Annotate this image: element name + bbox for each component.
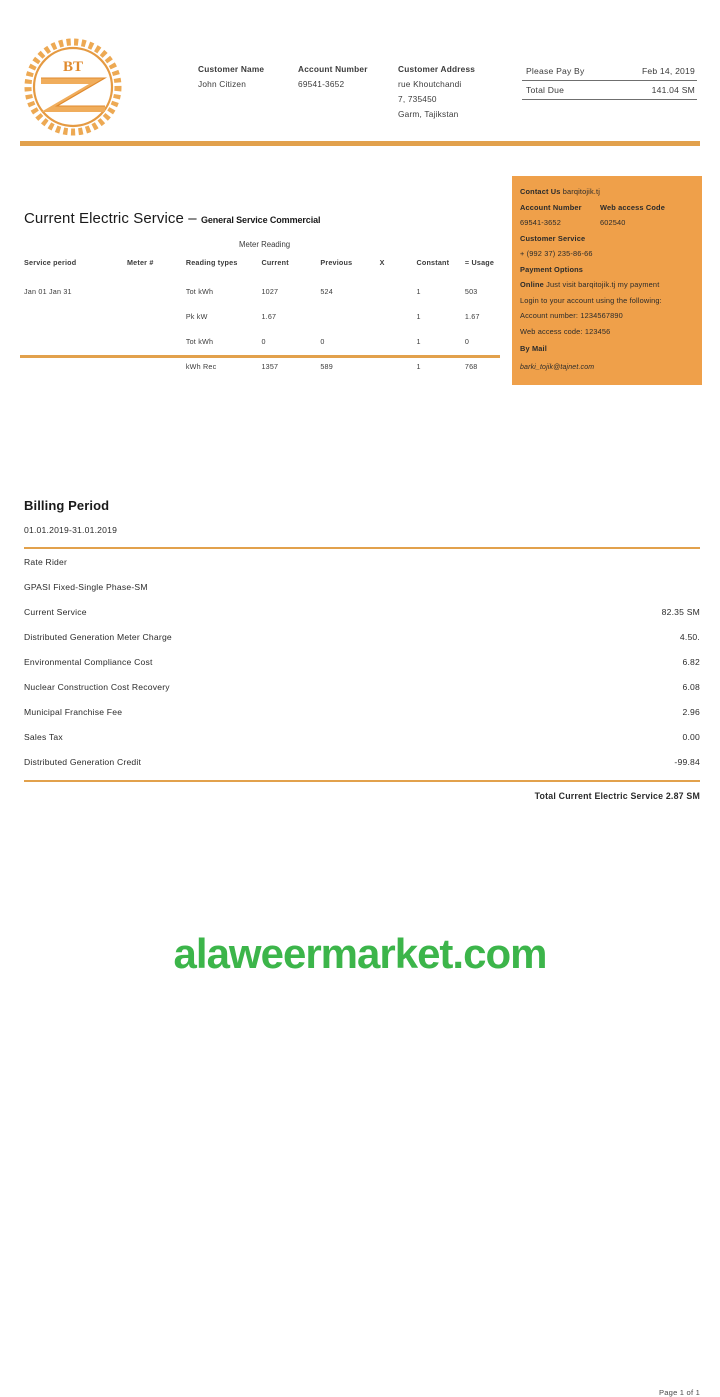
contact-us-line [520, 184, 694, 200]
charge-amount: -99.84 [674, 757, 700, 767]
online-payment-line [520, 277, 694, 293]
col-meter-number: Meter # [127, 258, 154, 267]
charge-name: Environmental Compliance Cost [24, 657, 153, 667]
payment-summary-box [522, 62, 697, 100]
customer-address-col [398, 62, 518, 122]
charge-name: Sales Tax [24, 732, 63, 742]
table-header-row [24, 258, 504, 279]
table-row [24, 279, 504, 304]
account-number-col [298, 62, 398, 122]
charge-name: Current Service [24, 607, 87, 617]
billing-period-dates: 01.01.2019-31.01.2019 [24, 525, 118, 535]
cell-previous [320, 304, 379, 329]
rate-rider-row [24, 549, 700, 574]
meter-table-divider [20, 355, 500, 358]
charge-amount: 2.96 [682, 707, 700, 717]
cell-current: 0 [261, 337, 266, 346]
total-due-value: 141.04 SM [651, 85, 695, 95]
charge-row [24, 724, 700, 749]
account-code-header-row [520, 200, 694, 216]
cell-meter [127, 304, 186, 329]
rate-plan-row [24, 574, 700, 599]
cell-usage: 1.67 [464, 312, 480, 321]
table-row [24, 329, 504, 354]
company-logo [24, 38, 122, 136]
cell-reading-type: kWh Rec [185, 362, 217, 371]
contact-website[interactable]: barqitojik.tj [562, 187, 601, 196]
online-web-access-code: Web access code: 123456 [520, 326, 611, 336]
meter-reading-group-label: Meter Reading [239, 240, 291, 249]
account-number-label: Account Number [298, 64, 368, 74]
online-label: Online [520, 280, 544, 289]
col-usage: = Usage [464, 258, 495, 267]
rate-plan-label: GPASI Fixed-Single Phase-SM [24, 582, 148, 592]
customer-address-label: Customer Address [398, 64, 476, 74]
account-number-value: 69541-3652 [298, 79, 345, 89]
cell-current: 1027 [261, 287, 279, 296]
contact-us-label: Contact Us [520, 187, 561, 196]
address-line-1: rue Khoutchandi [398, 79, 462, 89]
charge-row [24, 599, 700, 624]
charge-name: Distributed Generation Meter Charge [24, 632, 172, 642]
table-row [24, 304, 504, 329]
contact-account-number-value: 69541-3652 [520, 218, 561, 227]
pay-by-value: Feb 14, 2019 [641, 66, 695, 76]
charge-amount: 0.00 [682, 732, 700, 742]
watermark: alaweermarket.com [173, 930, 547, 977]
cell-usage: 768 [464, 362, 478, 371]
customer-service-phone[interactable]: + (992 37) 235-86-66 [520, 249, 593, 258]
meter-readings-table [24, 258, 504, 379]
charge-row [24, 649, 700, 674]
cell-meter [127, 329, 186, 354]
customer-name-label: Customer Name [198, 64, 265, 74]
section-title [24, 210, 504, 227]
bill-header [0, 30, 720, 145]
contact-web-access-code-value: 602540 [600, 218, 626, 227]
address-line-2: 7, 735450 [398, 94, 437, 104]
cell-constant: 1 [416, 362, 421, 371]
cell-current: 1357 [261, 362, 279, 371]
charge-amount: 6.08 [682, 682, 700, 692]
customer-name-value: John Citizen [198, 79, 247, 89]
col-x: X [379, 258, 385, 267]
charge-name: Nuclear Construction Cost Recovery [24, 682, 170, 692]
pay-by-row [522, 62, 697, 81]
total-current-electric-service: Total Current Electric Service 2.87 SM [534, 791, 700, 801]
charge-row [24, 699, 700, 724]
payment-options-label: Payment Options [520, 264, 584, 274]
total-due-label: Total Due [526, 85, 565, 95]
cell-x [380, 279, 417, 304]
charge-row [24, 749, 700, 774]
contact-web-access-code-label: Web access Code [600, 202, 665, 212]
col-service-period: Service period [24, 258, 77, 267]
cell-constant: 1 [416, 337, 421, 346]
login-instructions: Login to your account using the following: [520, 295, 662, 305]
billing-period-title: Billing Period [24, 498, 110, 513]
charge-row [24, 624, 700, 649]
cell-service-period: Jan 01 Jan 31 [24, 287, 72, 296]
customer-name-col [198, 62, 298, 122]
account-code-value-row [520, 215, 694, 231]
cell-previous: 589 [320, 362, 333, 371]
section-title-main: Current Electric Service – [24, 210, 197, 227]
cell-service-period [24, 304, 127, 329]
col-previous: Previous [320, 258, 353, 267]
contact-account-number-label: Account Number [520, 202, 582, 212]
cell-reading-type: Tot kWh [185, 287, 214, 296]
header-divider [20, 141, 700, 146]
col-reading-types: Reading types [185, 258, 238, 267]
cell-x [380, 304, 417, 329]
cell-x [380, 329, 417, 354]
cell-constant: 1 [416, 287, 421, 296]
charge-row [24, 674, 700, 699]
cell-service-period [24, 329, 127, 354]
charge-amount: 82.35 SM [661, 607, 700, 617]
charge-name: Distributed Generation Credit [24, 757, 142, 767]
charge-amount: 6.82 [682, 657, 700, 667]
online-account-number: Account number: 1234567890 [520, 311, 623, 320]
current-electric-service-section [24, 210, 504, 371]
col-current: Current [261, 258, 289, 267]
svg-text:BT: BT [62, 59, 84, 75]
contact-email[interactable]: barki_tojik@tajnet.com [520, 363, 595, 371]
page-number: Page 1 of 1 [658, 1388, 700, 1397]
cell-meter [127, 279, 186, 304]
customer-info [198, 62, 518, 122]
by-mail-label: By Mail [520, 344, 547, 353]
cell-usage: 503 [464, 287, 478, 296]
meter-table-body [24, 279, 504, 379]
barqi-tojik-logo-icon [24, 38, 122, 136]
cell-reading-type: Tot kWh [185, 337, 214, 346]
section-title-sub: General Service Commercial [200, 215, 321, 225]
cell-previous: 0 [320, 337, 325, 346]
address-line-3: Garm, Tajikstan [398, 109, 459, 119]
charge-name: Municipal Franchise Fee [24, 707, 123, 717]
pay-by-label: Please Pay By [526, 66, 585, 76]
cell-reading-type: Pk kW [185, 312, 208, 321]
customer-service-label: Customer Service [520, 233, 586, 243]
cell-previous: 524 [320, 287, 333, 296]
online-text: Just visit barqitojik.tj my payment [546, 280, 660, 289]
cell-current: 1.67 [261, 312, 277, 321]
charge-amount: 4.50. [679, 632, 700, 642]
cell-usage: 0 [464, 337, 470, 346]
total-due-row [522, 81, 697, 100]
rate-rider-label: Rate Rider [24, 557, 68, 567]
contact-panel [512, 176, 702, 385]
cell-constant: 1 [416, 312, 421, 321]
col-constant: Constant [416, 258, 450, 267]
